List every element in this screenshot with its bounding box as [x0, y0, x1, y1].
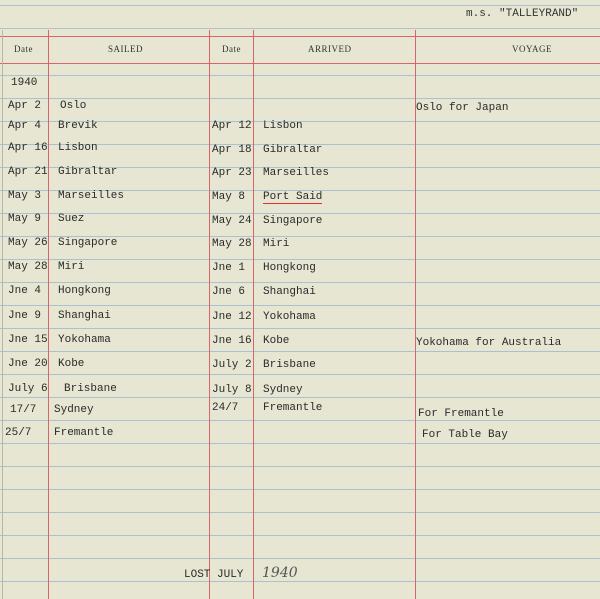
header-date-sailed: Date	[14, 44, 33, 54]
arrived-port: Fremantle	[263, 402, 323, 414]
arrived-port: Yokohama	[263, 311, 316, 323]
year-label: 1940	[11, 77, 38, 89]
sailed-port: Oslo	[60, 100, 87, 112]
left-edge-rule	[2, 30, 3, 599]
sailed-port: Gibraltar	[58, 166, 118, 178]
voyage-note: For Table Bay	[422, 429, 508, 441]
arrived-port: Gibraltar	[263, 144, 323, 156]
header-arrived: ARRIVED	[308, 44, 352, 54]
header-bottom-rule	[0, 63, 600, 64]
lost-label: LOST JULY	[184, 569, 244, 581]
sailed-date: Jne 4	[8, 285, 42, 297]
lost-year: 1940	[262, 565, 298, 581]
sailed-port: Marseilles	[58, 190, 125, 202]
sailed-date: Jne 15	[8, 334, 48, 346]
sailed-port: Fremantle	[54, 427, 114, 439]
voyage-note: Oslo for Japan	[416, 102, 509, 114]
header-top-rule	[0, 36, 600, 37]
sailed-port: Kobe	[58, 358, 85, 370]
sailed-date: Apr 21	[8, 166, 48, 178]
arrived-date: Jne 6	[212, 286, 246, 298]
arrived-port: Kobe	[263, 335, 290, 347]
sailed-date: Jne 20	[8, 358, 48, 370]
sailed-date: Apr 4	[8, 120, 42, 132]
sailed-port: Suez	[58, 213, 85, 225]
sailed-date: May 26	[8, 237, 48, 249]
column-rule-1	[48, 30, 49, 599]
sailed-date: 25/7	[5, 427, 32, 439]
header-date-arrived: Date	[222, 44, 241, 54]
sailed-port: Brisbane	[64, 383, 117, 395]
sailed-date: May 3	[8, 190, 42, 202]
arrived-port: Lisbon	[263, 120, 303, 132]
arrived-date: May 28	[212, 238, 252, 250]
voyage-note: Yokohama for Australia	[416, 337, 562, 349]
sailed-date: 17/7	[10, 404, 37, 416]
arrived-date: Apr 23	[212, 167, 252, 179]
sailed-port: Yokohama	[58, 334, 111, 346]
arrived-port: Sydney	[263, 384, 303, 396]
header-band	[0, 37, 600, 63]
arrived-port: Hongkong	[263, 262, 316, 274]
sailed-date: July 6	[8, 383, 48, 395]
arrived-date: 24/7	[212, 402, 239, 414]
arrived-date: May 24	[212, 215, 252, 227]
sailed-port: Brevik	[58, 120, 98, 132]
sailed-port: Sydney	[54, 404, 94, 416]
arrived-date: Apr 18	[212, 144, 252, 156]
arrived-port: Shanghai	[263, 286, 316, 298]
arrived-date: July 8	[212, 384, 252, 396]
arrived-port: Singapore	[263, 215, 323, 227]
sailed-port: Hongkong	[58, 285, 111, 297]
sailed-port: Singapore	[58, 237, 118, 249]
column-rule-3	[253, 30, 254, 599]
arrived-date: July 2	[212, 359, 252, 371]
column-rule-2	[209, 30, 210, 599]
arrived-date: Apr 12	[212, 120, 252, 132]
arrived-date: Jne 16	[212, 335, 252, 347]
sailed-port: Shanghai	[58, 310, 111, 322]
header-voyage: VOYAGE	[512, 44, 552, 54]
sailed-port: Lisbon	[58, 142, 98, 154]
arrived-port: Brisbane	[263, 359, 316, 371]
sailed-date: May 9	[8, 213, 42, 225]
sailed-date: Jne 9	[8, 310, 42, 322]
sailed-port: Miri	[58, 261, 85, 273]
voyage-note: For Fremantle	[418, 408, 504, 420]
sailed-date: Apr 2	[8, 100, 42, 112]
arrived-port: Miri	[263, 238, 290, 250]
arrived-port: Port Said	[263, 191, 323, 203]
sailed-date: May 28	[8, 261, 48, 273]
header-sailed: SAILED	[108, 44, 143, 54]
arrived-date: Jne 1	[212, 262, 246, 274]
column-rule-4	[415, 30, 416, 599]
arrived-date: May 8	[212, 191, 246, 203]
ship-name: m.s. "TALLEYRAND"	[466, 8, 579, 20]
sailed-date: Apr 16	[8, 142, 48, 154]
arrived-port: Marseilles	[263, 167, 330, 179]
arrived-date: Jne 12	[212, 311, 252, 323]
